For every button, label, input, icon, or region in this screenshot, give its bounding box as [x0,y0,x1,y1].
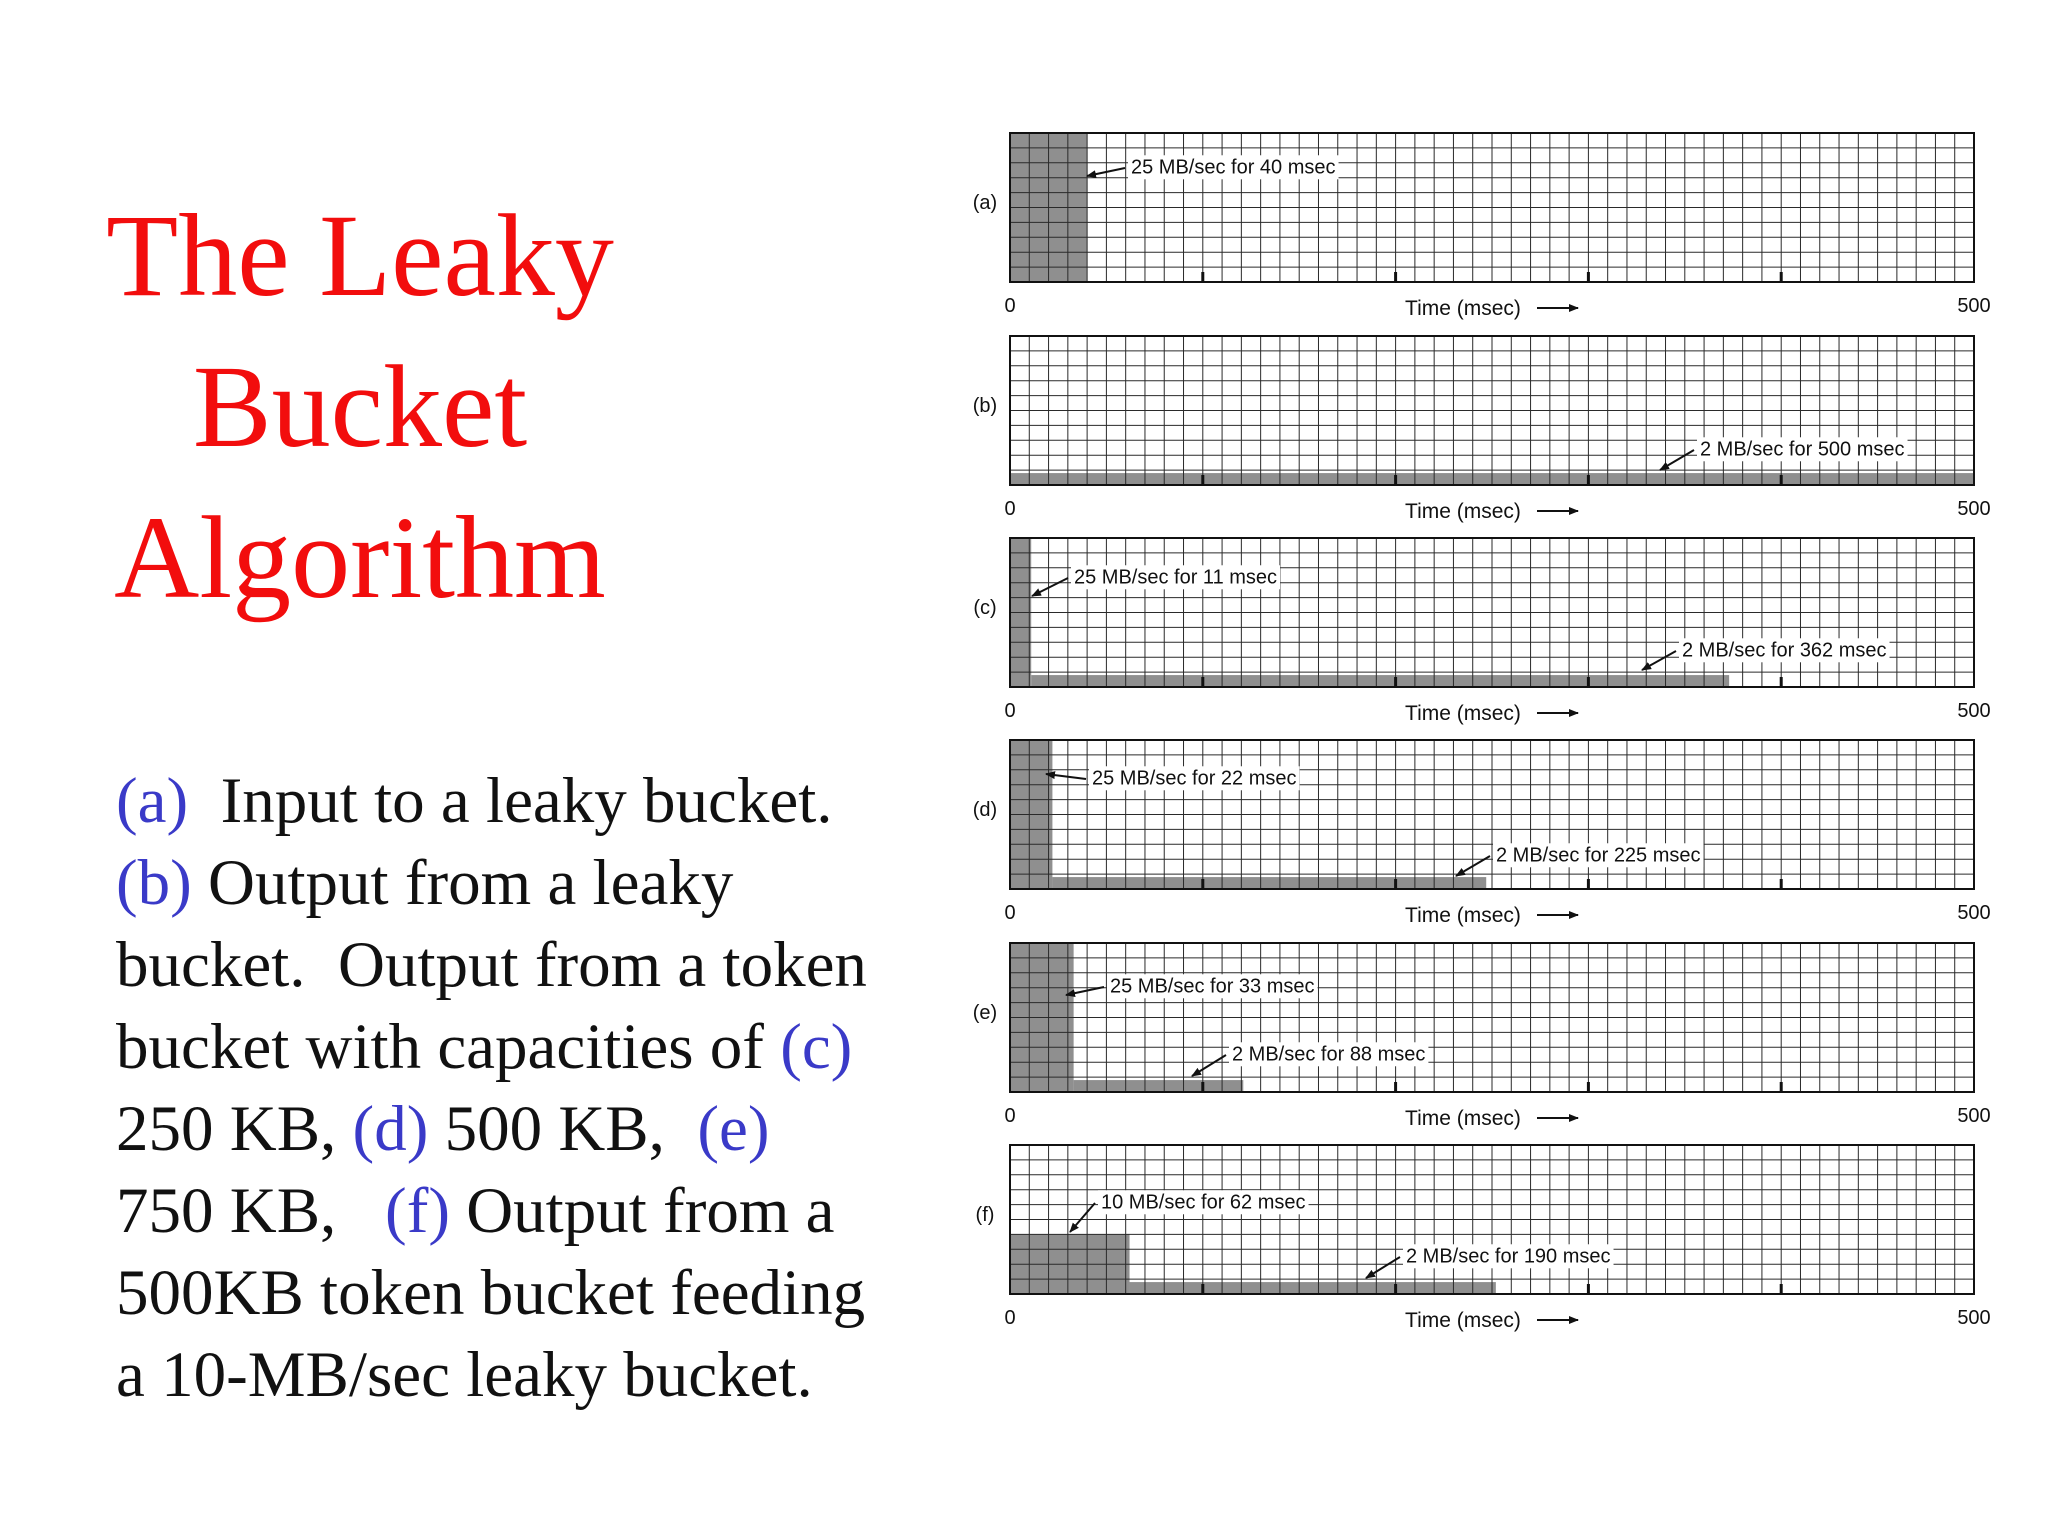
title-line: The Leaky [106,190,614,321]
annotation-arrow [1070,1203,1095,1232]
caption-text: a 10-MB/sec leaky bucket. [116,1339,813,1411]
caption-text: 500 KB, [428,1093,698,1165]
x-axis-title: Time (msec) [1405,702,1521,725]
rate-annotation: 2 MB/sec for 88 msec [1232,1043,1426,1066]
rate-annotation: 2 MB/sec for 500 msec [1700,438,1905,461]
caption-text: Output from a leaky [191,847,734,919]
rate-bar [1074,1080,1244,1092]
caption-text: 750 KB, [116,1175,386,1247]
x-axis-title: Time (msec) [1405,904,1521,927]
rate-annotation: 10 MB/sec for 62 msec [1101,1191,1306,1214]
panel-label: (c) [973,597,997,619]
tick-label: 500 [1957,295,1991,317]
caption-label: (b) [116,847,192,919]
tick-label: 500 [1957,1105,1991,1127]
rate-annotation: 25 MB/sec for 11 msec [1074,566,1278,589]
rate-bar [1031,675,1729,687]
caption-text: 250 KB, [116,1093,353,1165]
title-line: Algorithm [114,492,606,623]
tick-label: 0 [1004,498,1016,520]
tick-label: 500 [1957,902,1991,924]
caption-text: Input to a leaky bucket. [188,765,833,837]
annotation-arrow [1032,578,1068,596]
tick-label: 500 [1957,700,1991,722]
x-axis-title: Time (msec) [1405,500,1521,523]
x-axis-title: Time (msec) [1405,1107,1521,1130]
x-axis-title: Time (msec) [1405,297,1521,320]
tick-label: 0 [1004,295,1016,317]
caption-text: bucket. Output from a token [116,929,867,1001]
caption-label: (d) [352,1093,429,1165]
tick-label: 0 [1004,700,1016,722]
caption-text: 500KB token bucket feeding [116,1257,866,1329]
tick-label: 500 [1957,498,1991,520]
tick-label: 500 [1957,1307,1991,1329]
tick-label: 0 [1004,1307,1016,1329]
rate-annotation: 2 MB/sec for 190 msec [1406,1245,1611,1268]
tick-label: 0 [1004,1105,1016,1127]
annotation-arrow [1192,1055,1226,1076]
rate-annotation: 2 MB/sec for 225 msec [1496,844,1701,867]
tick-label: 0 [1004,902,1016,924]
rate-bar [1052,877,1486,889]
caption-text: Output from a [449,1175,835,1247]
caption-label: (f) [385,1175,450,1247]
rate-annotation: 25 MB/sec for 33 msec [1110,975,1315,998]
annotation-arrow [1366,1257,1400,1278]
caption-text: bucket with capacities of [116,1011,781,1083]
title-line: Bucket [192,341,528,472]
annotation-arrow [1642,651,1676,670]
panel-label: (a) [972,192,998,214]
x-axis-title: Time (msec) [1405,1309,1521,1332]
panel-label: (f) [975,1204,995,1226]
rate-annotation: 25 MB/sec for 40 msec [1131,156,1336,179]
rate-annotation: 2 MB/sec for 362 msec [1682,639,1887,662]
rate-bar [1130,1282,1496,1294]
caption-label: (a) [116,765,189,837]
rate-annotation: 25 MB/sec for 22 msec [1092,767,1297,790]
panel-label: (d) [972,799,998,821]
panel-label: (b) [972,395,998,417]
caption-label: (c) [780,1011,853,1083]
panel-label: (e) [972,1002,998,1024]
caption-label: (e) [697,1093,770,1165]
